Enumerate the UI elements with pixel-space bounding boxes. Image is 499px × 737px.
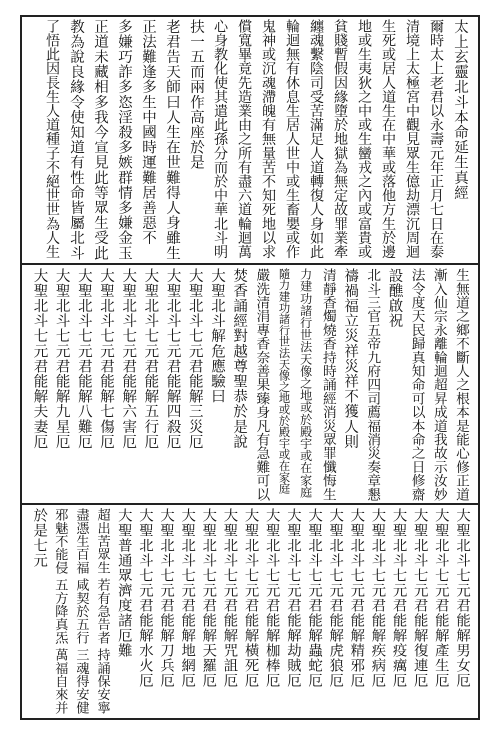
text-column: 嚴洗清涓專香奈善果臻身凡有急難可以 — [253, 268, 270, 501]
text-column: 大聖北斗七元君能解水火厄 — [136, 508, 153, 688]
text-column: 大聖北斗七元君能解男女厄 — [454, 508, 470, 688]
text-column: 清靜香燭燒香持時誦經消災眾罪懺悔生 — [319, 268, 336, 501]
text-column: 大聖北斗七元君能解枷棒厄 — [263, 508, 280, 688]
text-column: 了悟此因長生人道種子不絕世世為人生 — [44, 19, 60, 259]
text-column: 大聖北斗七元君能解疫癘厄 — [390, 508, 407, 688]
text-column: 大聖北斗解危應驗曰 — [208, 268, 225, 404]
text-column: 大聖北斗七元君能解復連厄 — [411, 508, 428, 688]
text-column: 大聖北斗七元君能解九星厄 — [53, 268, 70, 450]
text-column: 禱禍福立災祥災祥不獲人則 — [342, 268, 359, 450]
column-group-top — [28, 19, 472, 260]
text-column: 大聖普通眾濟度諸厄難 — [115, 508, 132, 658]
text-column: 大聖北斗七元君能解天羅厄 — [200, 508, 217, 688]
text-column: 正道未藏相多我今宣見此等眾生受此 — [92, 19, 108, 261]
text-column: 清境上太極宮中觀見眾生億劫漂沉周迴 — [404, 19, 420, 259]
text-column: 大聖北斗七元君能解精邪厄 — [348, 508, 365, 688]
column-group-middle — [28, 268, 472, 500]
text-column: 生死或居人道生在中華或落他方生於邊 — [380, 19, 396, 259]
text-column: 心身教化使其遣此孫分而於中華北斗明 — [212, 19, 228, 259]
text-column: 大聖北斗七元君能解產生厄 — [432, 508, 449, 688]
text-column: 生無道之鄉不斷人之根本是能心修正道 — [453, 268, 469, 501]
divider-rule-1 — [22, 263, 478, 265]
text-column: 地或生夷狄之中或生蠻戎之內或富貴或 — [356, 19, 372, 259]
text-column: 纏魂繫陰司受苦滿足人道轉復人身如此 — [308, 19, 324, 259]
text-column: 教為說良緣令使知道有性命皆屬北斗 — [68, 19, 84, 261]
text-column: 大聖北斗七元君能解地網厄 — [179, 508, 196, 688]
text-column: 超出苦眾生 若有急告者 持誦保安寧 — [94, 508, 110, 714]
text-column: 大聖北斗七元君能解八難厄 — [75, 268, 92, 450]
text-column: 貧賤暫假因緣墮於地獄為無定故罪業牽 — [332, 19, 348, 259]
text-column: 漸入仙宗永離輪迴超昇成道我故示汝妙 — [430, 268, 447, 501]
text-column: 扶一五而兩作高座於是 — [188, 19, 204, 170]
text-column: 老君告天師曰人生在世難得人身雖生 — [164, 19, 180, 261]
text-column: 於是七元 — [31, 508, 48, 568]
text-column: 北斗三官五帝九府四司薦福消災奏章懇 — [364, 268, 381, 501]
text-band-bottom — [22, 506, 478, 718]
text-column: 大聖北斗七元君能解夫妻厄 — [31, 268, 48, 450]
text-band-middle — [22, 266, 478, 502]
text-column: 盡憑生百福 咸契於五行 三魂得安健 — [73, 508, 89, 714]
text-column: 大聖北斗七元君能解蟲蛇厄 — [306, 508, 323, 688]
column-group-bottom — [28, 508, 472, 716]
text-column: 邪魅不能侵 五方降真炁 萬福自來并 — [52, 508, 68, 714]
text-column: 力建功諸行世法天像之地或於殿宇或在家庭 — [298, 268, 313, 498]
text-column: 多嫌巧詐多恣淫殺多嫉群情多嫌金玉 — [116, 19, 132, 261]
text-band-top — [22, 17, 478, 262]
text-column: 大聖北斗七元君能解疾病厄 — [369, 508, 386, 688]
text-column: 大聖北斗七元君能解四殺厄 — [164, 268, 181, 450]
text-column: 大聖北斗七元君能解劫賊厄 — [284, 508, 301, 688]
page-frame — [20, 15, 480, 720]
text-column: 太上玄靈北斗本命延生真經 — [452, 19, 468, 201]
text-column: 正法難逢多生中國時運難居善惡不 — [140, 19, 156, 246]
text-column: 輪迴無有休息生居人世中或生畜嬰或作 — [284, 19, 300, 259]
text-column: 大聖北斗七元君能解三災厄 — [186, 268, 203, 450]
text-column: 法令度天民歸真知命可以本命之日修齋 — [408, 268, 425, 501]
text-column: 焚香誦經對越尊聖恭於是說 — [231, 268, 248, 450]
text-column: 爾時太上老君以永壽元年正月七日在泰 — [428, 19, 444, 259]
text-column: 償寬畢竟先造業由之所有盡六道輪迴萬 — [236, 19, 252, 259]
text-column: 隨力建功諸行世法天像之地或於殿宇或在家庭 — [277, 268, 291, 494]
text-column: 大聖北斗七元君能解七傷厄 — [98, 268, 114, 450]
text-column: 大聖北斗七元君能解虎狼厄 — [327, 508, 344, 688]
text-column: 大聖北斗七元君能解咒詛厄 — [221, 508, 238, 688]
text-column: 設醮啟祝 — [386, 268, 403, 329]
text-column: 大聖北斗七元君能解六害厄 — [120, 268, 137, 450]
text-column: 大聖北斗七元君能解橫死厄 — [242, 508, 259, 688]
text-column: 大聖北斗七元君能解五行厄 — [142, 268, 159, 450]
text-column: 鬼神或沉魂滯魄有無量苦不知死地以求 — [260, 19, 276, 259]
text-column: 大聖北斗七元君能解刀兵厄 — [158, 508, 175, 688]
divider-rule-2 — [22, 503, 478, 505]
